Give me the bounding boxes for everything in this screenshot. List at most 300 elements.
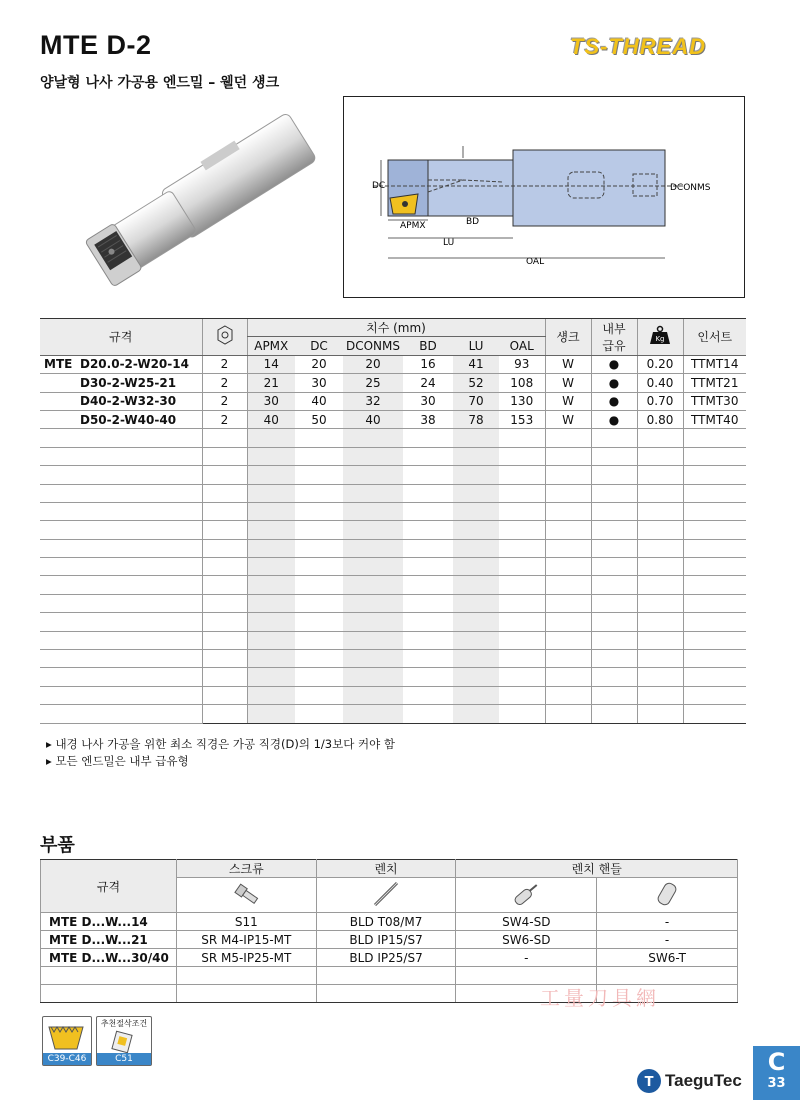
spec-cell-dconms	[343, 539, 403, 557]
spec-cell-bd	[403, 686, 453, 704]
spec-cell-dc	[295, 466, 343, 484]
spec-cell-apmx: 14	[247, 355, 295, 373]
spec-cell-flutes: 2	[202, 392, 247, 410]
col-shank: 섕크	[545, 319, 591, 356]
ref-caption: 추천절삭조건	[100, 1019, 148, 1028]
spec-cell-apmx	[247, 650, 295, 668]
section-letter: C	[767, 1048, 786, 1076]
spec-model	[40, 484, 202, 502]
spec-cell-coolant	[591, 576, 637, 594]
logo-text: TaeguTec	[665, 1071, 742, 1090]
page-number: 33	[767, 1076, 786, 1091]
spec-cell-flutes	[202, 594, 247, 612]
spec-model	[40, 686, 202, 704]
spec-cell-insert	[683, 686, 746, 704]
spec-cell-dconms	[343, 576, 403, 594]
spec-row	[40, 410, 746, 428]
spec-model	[40, 410, 202, 428]
spec-cell-coolant: ●	[591, 374, 637, 392]
spec-cell-lu	[453, 502, 499, 520]
spec-cell-flutes: 2	[202, 355, 247, 373]
parts-cell-handle1: SW6-SD	[456, 931, 597, 949]
spec-cell-apmx	[247, 447, 295, 465]
spec-cell-shank	[545, 576, 591, 594]
spec-cell-flutes	[202, 705, 247, 723]
dims-group-header: 치수 (mm)	[247, 319, 545, 337]
handle-icon	[456, 878, 597, 913]
spec-model-code: D40-2-W32-30	[80, 394, 177, 409]
spec-cell-apmx	[247, 539, 295, 557]
parts-cell-screw	[176, 967, 316, 985]
spec-cell-flutes	[202, 429, 247, 447]
section-tab	[753, 1046, 800, 1100]
spec-cell-shank	[545, 502, 591, 520]
spec-cell-shank	[545, 650, 591, 668]
spec-cell-dconms	[343, 668, 403, 686]
spec-cell-insert	[683, 576, 746, 594]
parts-cell-model	[41, 967, 177, 985]
spec-cell-insert	[683, 558, 746, 576]
spec-cell-shank	[545, 705, 591, 723]
spec-cell-lu	[453, 539, 499, 557]
taegutec-logo-icon	[636, 1068, 662, 1094]
spec-cell-weight	[637, 502, 683, 520]
spec-cell-apmx	[247, 558, 295, 576]
parts-cell-wrench: BLD T08/M7	[316, 913, 456, 931]
parts-cell-screw: SR M5-IP25-MT	[176, 949, 316, 967]
spec-cell-bd	[403, 484, 453, 502]
spec-cell-oal	[499, 576, 545, 594]
spec-cell-weight	[637, 558, 683, 576]
spec-cell-coolant	[591, 502, 637, 520]
insert-icon	[43, 1019, 91, 1055]
spec-cell-lu	[453, 447, 499, 465]
spec-cell-lu	[453, 631, 499, 649]
spec-cell-weight	[637, 650, 683, 668]
spec-cell-dc	[295, 668, 343, 686]
spec-cell-shank	[545, 484, 591, 502]
label-oal: OAL	[526, 257, 545, 267]
spec-cell-bd: 38	[403, 410, 453, 428]
spec-cell-flutes	[202, 650, 247, 668]
t-handle-icon	[597, 878, 738, 913]
spec-cell-oal	[499, 466, 545, 484]
spec-cell-oal	[499, 447, 545, 465]
spec-cell-insert	[683, 466, 746, 484]
spec-cell-shank	[545, 447, 591, 465]
watermark: 工量刀具網	[540, 986, 660, 1010]
spec-cell-bd	[403, 594, 453, 612]
spec-cell-dc	[295, 576, 343, 594]
spec-cell-apmx	[247, 521, 295, 539]
spec-cell-dconms: 25	[343, 374, 403, 392]
spec-cell-dconms	[343, 466, 403, 484]
parts-col-screw: 스크류	[176, 860, 316, 878]
spec-cell-shank	[545, 539, 591, 557]
parts-row	[41, 949, 738, 967]
spec-cell-apmx	[247, 484, 295, 502]
spec-cell-shank	[545, 558, 591, 576]
spec-cell-flutes	[202, 502, 247, 520]
label-dconms: DCONMS	[670, 183, 711, 193]
ref-cutting-conditions[interactable]	[96, 1016, 152, 1066]
spec-row	[40, 392, 746, 410]
spec-cell-bd	[403, 650, 453, 668]
spec-cell-lu	[453, 650, 499, 668]
spec-cell-coolant	[591, 650, 637, 668]
spec-cell-dc	[295, 613, 343, 631]
spec-cell-apmx	[247, 594, 295, 612]
spec-cell-oal	[499, 668, 545, 686]
spec-table	[40, 318, 746, 724]
spec-cell-weight: 0.70	[637, 392, 683, 410]
spec-cell-dconms	[343, 613, 403, 631]
spec-cell-lu	[453, 521, 499, 539]
spec-model	[40, 466, 202, 484]
spec-cell-dc	[295, 502, 343, 520]
ref-c51-label: C51	[97, 1053, 151, 1065]
parts-col-handle: 렌치 핸들	[456, 860, 738, 878]
spec-cell-coolant	[591, 521, 637, 539]
spec-cell-insert	[683, 484, 746, 502]
spec-cell-lu: 52	[453, 374, 499, 392]
spec-cell-insert	[683, 539, 746, 557]
spec-cell-weight	[637, 466, 683, 484]
spec-cell-weight	[637, 484, 683, 502]
spec-cell-oal: 130	[499, 392, 545, 410]
spec-cell-bd	[403, 521, 453, 539]
spec-row	[40, 466, 746, 484]
spec-cell-dconms	[343, 558, 403, 576]
spec-cell-flutes	[202, 466, 247, 484]
spec-cell-weight	[637, 521, 683, 539]
spec-cell-bd	[403, 558, 453, 576]
taegutec-logo	[636, 1068, 742, 1094]
spec-cell-bd	[403, 502, 453, 520]
spec-cell-apmx	[247, 466, 295, 484]
spec-row	[40, 502, 746, 520]
spec-cell-flutes	[202, 631, 247, 649]
spec-cell-coolant	[591, 429, 637, 447]
spec-cell-bd	[403, 429, 453, 447]
spec-cell-insert	[683, 447, 746, 465]
spec-cell-shank	[545, 466, 591, 484]
spec-cell-insert	[683, 594, 746, 612]
col-lu: LU	[453, 337, 499, 355]
spec-cell-lu	[453, 613, 499, 631]
parts-cell-model	[41, 985, 177, 1003]
spec-cell-dconms	[343, 521, 403, 539]
spec-cell-weight	[637, 705, 683, 723]
spec-cell-lu	[453, 594, 499, 612]
spec-cell-insert	[683, 705, 746, 723]
spec-cell-coolant	[591, 668, 637, 686]
spec-cell-bd	[403, 539, 453, 557]
weight-kg-icon	[637, 319, 683, 356]
spec-model	[40, 502, 202, 520]
parts-cell-handle1: SW4-SD	[456, 913, 597, 931]
spec-cell-oal	[499, 429, 545, 447]
spec-cell-insert	[683, 521, 746, 539]
spec-cell-bd	[403, 466, 453, 484]
spec-cell-shank	[545, 668, 591, 686]
parts-col-model: 규격	[41, 860, 177, 913]
label-lu: LU	[443, 238, 455, 248]
spec-cell-shank	[545, 686, 591, 704]
spec-row	[40, 594, 746, 612]
spec-cell-dc	[295, 539, 343, 557]
spec-row	[40, 539, 746, 557]
spec-cell-apmx	[247, 705, 295, 723]
spec-row	[40, 484, 746, 502]
spec-cell-lu	[453, 686, 499, 704]
spec-cell-flutes	[202, 613, 247, 631]
spec-cell-weight: 0.40	[637, 374, 683, 392]
spec-cell-dconms	[343, 594, 403, 612]
spec-cell-dc	[295, 484, 343, 502]
spec-cell-oal	[499, 705, 545, 723]
spec-cell-weight: 0.20	[637, 355, 683, 373]
spec-cell-apmx	[247, 502, 295, 520]
spec-cell-flutes	[202, 668, 247, 686]
spec-cell-shank	[545, 521, 591, 539]
spec-model	[40, 447, 202, 465]
spec-cell-oal: 108	[499, 374, 545, 392]
parts-cell-wrench: BLD IP25/S7	[316, 949, 456, 967]
spec-row	[40, 686, 746, 704]
spec-model	[40, 668, 202, 686]
parts-cell-wrench	[316, 985, 456, 1003]
label-bd: BD	[466, 217, 480, 227]
spec-cell-bd	[403, 705, 453, 723]
spec-cell-oal	[499, 558, 545, 576]
spec-cell-shank: W	[545, 355, 591, 373]
note-1: ▸ 내경 나사 가공을 위한 최소 직경은 가공 직경(D)의 1/3보다 커야 함	[46, 737, 395, 751]
spec-cell-shank	[545, 594, 591, 612]
spec-cell-lu	[453, 484, 499, 502]
spec-cell-coolant	[591, 539, 637, 557]
cutting-insert-icon	[97, 1029, 151, 1055]
spec-cell-weight	[637, 576, 683, 594]
spec-cell-shank	[545, 613, 591, 631]
spec-cell-dc	[295, 447, 343, 465]
parts-cell-model: MTE D...W...14	[41, 913, 177, 931]
spec-cell-coolant	[591, 613, 637, 631]
spec-cell-coolant	[591, 466, 637, 484]
spec-row	[40, 650, 746, 668]
spec-cell-dc	[295, 594, 343, 612]
spec-cell-bd: 30	[403, 392, 453, 410]
spec-cell-apmx	[247, 429, 295, 447]
spec-cell-dconms	[343, 686, 403, 704]
spec-cell-insert	[683, 613, 746, 631]
spec-model	[40, 705, 202, 723]
spec-cell-dc	[295, 521, 343, 539]
spec-cell-coolant	[591, 686, 637, 704]
spec-cell-dconms: 40	[343, 410, 403, 428]
spec-cell-flutes	[202, 447, 247, 465]
spec-cell-weight	[637, 594, 683, 612]
spec-cell-weight	[637, 686, 683, 704]
spec-cell-apmx	[247, 668, 295, 686]
spec-cell-dconms	[343, 705, 403, 723]
parts-cell-screw: S11	[176, 913, 316, 931]
spec-cell-dc	[295, 558, 343, 576]
spec-model-code: D20.0-2-W20-14	[80, 357, 189, 372]
spec-row	[40, 613, 746, 631]
spec-cell-coolant: ●	[591, 410, 637, 428]
spec-cell-shank: W	[545, 392, 591, 410]
parts-cell-wrench	[316, 967, 456, 985]
spec-cell-lu	[453, 705, 499, 723]
spec-cell-dc: 30	[295, 374, 343, 392]
spec-row	[40, 558, 746, 576]
spec-cell-coolant	[591, 447, 637, 465]
spec-cell-coolant	[591, 594, 637, 612]
spec-cell-dconms: 32	[343, 392, 403, 410]
parts-row	[41, 931, 738, 949]
spec-row	[40, 631, 746, 649]
spec-cell-flutes	[202, 539, 247, 557]
spec-cell-dc	[295, 705, 343, 723]
parts-title: 부품	[40, 835, 75, 856]
parts-row	[41, 913, 738, 931]
parts-col-wrench: 렌치	[316, 860, 456, 878]
wrench-icon	[316, 878, 456, 913]
col-coolant: 내부 급유	[591, 319, 637, 356]
spec-cell-insert	[683, 650, 746, 668]
spec-cell-insert: TTMT21	[683, 374, 746, 392]
spec-cell-weight: 0.80	[637, 410, 683, 428]
parts-cell-model: MTE D...W...30/40	[41, 949, 177, 967]
spec-row	[40, 576, 746, 594]
spec-cell-bd	[403, 613, 453, 631]
parts-cell-model: MTE D...W...21	[41, 931, 177, 949]
spec-cell-insert	[683, 429, 746, 447]
spec-cell-weight	[637, 539, 683, 557]
spec-cell-flutes	[202, 576, 247, 594]
spec-cell-coolant	[591, 631, 637, 649]
spec-cell-lu	[453, 466, 499, 484]
spec-cell-apmx	[247, 686, 295, 704]
col-dc: DC	[295, 337, 343, 355]
parts-cell-handle2: SW6-T	[597, 949, 738, 967]
spec-row	[40, 521, 746, 539]
parts-cell-screw: SR M4-IP15-MT	[176, 931, 316, 949]
spec-cell-dc: 40	[295, 392, 343, 410]
flute-count-icon	[202, 319, 247, 356]
spec-cell-bd	[403, 631, 453, 649]
spec-cell-lu	[453, 558, 499, 576]
spec-cell-dc	[295, 686, 343, 704]
brand-logo: TS-THREAD	[570, 34, 707, 59]
ref-insert[interactable]	[42, 1016, 92, 1066]
spec-model	[40, 631, 202, 649]
spec-cell-oal	[499, 650, 545, 668]
spec-cell-shank: W	[545, 374, 591, 392]
spec-cell-dc	[295, 429, 343, 447]
spec-cell-dconms	[343, 650, 403, 668]
parts-cell-screw	[176, 985, 316, 1003]
col-apmx: APMX	[247, 337, 295, 355]
parts-cell-handle1: -	[456, 949, 597, 967]
spec-cell-flutes: 2	[202, 374, 247, 392]
spec-cell-lu: 78	[453, 410, 499, 428]
spec-cell-bd	[403, 576, 453, 594]
col-model: 규격	[40, 319, 202, 356]
spec-cell-oal	[499, 594, 545, 612]
spec-cell-dconms	[343, 429, 403, 447]
col-oal: OAL	[499, 337, 545, 355]
spec-model	[40, 558, 202, 576]
spec-row	[40, 429, 746, 447]
spec-cell-insert	[683, 631, 746, 649]
spec-model	[40, 650, 202, 668]
spec-cell-oal	[499, 686, 545, 704]
spec-cell-lu	[453, 576, 499, 594]
spec-model	[40, 521, 202, 539]
spec-cell-bd	[403, 668, 453, 686]
spec-cell-apmx: 30	[247, 392, 295, 410]
col-insert: 인서트	[683, 319, 746, 356]
spec-cell-insert: TTMT40	[683, 410, 746, 428]
spec-cell-weight	[637, 447, 683, 465]
spec-prefix: MTE	[44, 357, 73, 372]
parts-cell-handle2: -	[597, 931, 738, 949]
spec-cell-flutes: 2	[202, 410, 247, 428]
spec-cell-dconms	[343, 447, 403, 465]
spec-row	[40, 705, 746, 723]
spec-cell-lu	[453, 429, 499, 447]
spec-cell-apmx: 21	[247, 374, 295, 392]
spec-cell-coolant	[591, 484, 637, 502]
spec-cell-oal	[499, 539, 545, 557]
spec-model	[40, 429, 202, 447]
spec-row	[40, 668, 746, 686]
spec-cell-shank	[545, 631, 591, 649]
spec-cell-insert: TTMT30	[683, 392, 746, 410]
spec-model	[40, 392, 202, 410]
spec-cell-oal	[499, 613, 545, 631]
spec-cell-lu	[453, 668, 499, 686]
spec-cell-flutes	[202, 521, 247, 539]
spec-cell-bd: 16	[403, 355, 453, 373]
spec-cell-oal	[499, 631, 545, 649]
spec-cell-dc: 50	[295, 410, 343, 428]
col-dconms: DCONMS	[343, 337, 403, 355]
spec-cell-oal: 153	[499, 410, 545, 428]
spec-model-code: D30-2-W25-21	[80, 375, 177, 390]
spec-cell-bd	[403, 447, 453, 465]
spec-cell-insert	[683, 668, 746, 686]
ref-insert-label: C39-C46	[43, 1053, 91, 1065]
spec-cell-insert: TTMT14	[683, 355, 746, 373]
spec-cell-dconms	[343, 631, 403, 649]
spec-cell-weight	[637, 613, 683, 631]
spec-cell-apmx	[247, 576, 295, 594]
spec-cell-dconms	[343, 502, 403, 520]
spec-cell-weight	[637, 631, 683, 649]
parts-cell-handle2: -	[597, 913, 738, 931]
spec-cell-dc: 20	[295, 355, 343, 373]
label-dc: DC	[372, 181, 386, 191]
spec-cell-coolant: ●	[591, 392, 637, 410]
spec-cell-dc	[295, 650, 343, 668]
spec-row	[40, 447, 746, 465]
svg-text:T: T	[644, 1075, 654, 1090]
spec-model	[40, 374, 202, 392]
spec-cell-lu: 70	[453, 392, 499, 410]
